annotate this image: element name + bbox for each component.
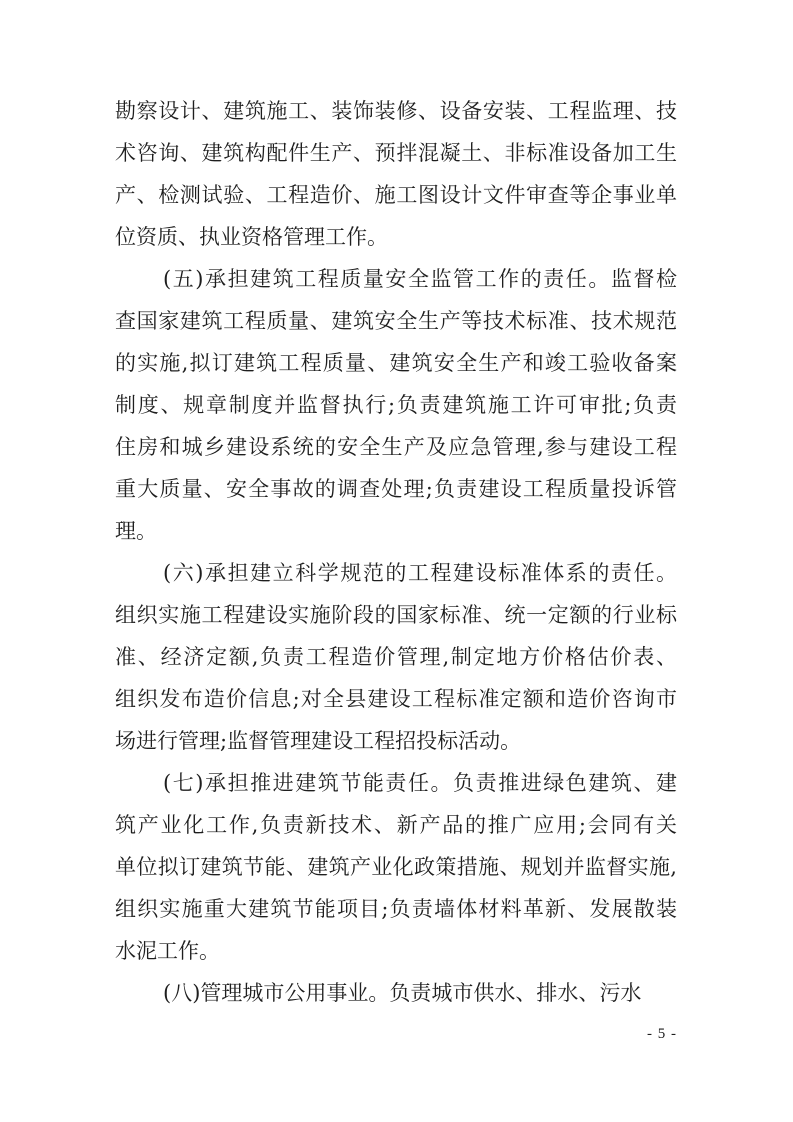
text-line: 术咨询、建筑构配件生产、预拌混凝土、非标准设备加工生	[115, 141, 677, 165]
text-line: 产、检测试验、工程造价、施工图设计文件审查等企事业单	[115, 183, 677, 207]
text-line: 重大质量、安全事故的调查处理;负责建设工程质量投诉管	[115, 477, 677, 501]
text-line: (七)承担推进建筑节能责任。负责推进绿色建筑、建	[163, 771, 677, 795]
text-line: 位资质、执业资格管理工作。	[115, 225, 388, 249]
text-line: 组织实施重大建筑节能项目;负责墙体材料革新、发展散装	[115, 897, 677, 921]
text-line: 水泥工作。	[115, 939, 220, 963]
text-line: (八)管理城市公用事业。负责城市供水、排水、污水	[163, 981, 642, 1005]
text-line: 场进行管理;监督管理建设工程招投标活动。	[115, 729, 522, 753]
page-number: - 5 -	[647, 1026, 677, 1042]
text-line: 单位拟订建筑节能、建筑产业化政策措施、规划并监督实施,	[115, 855, 677, 879]
text-line: (五)承担建筑工程质量安全监管工作的责任。监督检	[163, 267, 677, 291]
text-line: 查国家建筑工程质量、建筑安全生产等技术标准、技术规范	[115, 309, 677, 333]
text-line: 勘察设计、建筑施工、装饰装修、设备安装、工程监理、技	[115, 99, 677, 123]
text-line: 筑产业化工作,负责新技术、新产品的推广应用;会同有关	[115, 813, 677, 837]
text-line: 准、经济定额,负责工程造价管理,制定地方价格估价表、	[115, 645, 677, 669]
text-line: 理。	[115, 519, 157, 543]
text-line: (六)承担建立科学规范的工程建设标准体系的责任。	[163, 561, 677, 585]
text-line: 的实施,拟订建筑工程质量、建筑安全生产和竣工验收备案	[115, 351, 677, 375]
document-text-block	[115, 90, 677, 1014]
text-line: 住房和城乡建设系统的安全生产及应急管理,参与建设工程	[115, 435, 677, 459]
text-line: 组织实施工程建设实施阶段的国家标准、统一定额的行业标	[115, 603, 677, 627]
text-line: 组织发布造价信息;对全县建设工程标准定额和造价咨询市	[115, 687, 677, 711]
text-line: 制度、规章制度并监督执行;负责建筑施工许可审批;负责	[115, 393, 677, 417]
